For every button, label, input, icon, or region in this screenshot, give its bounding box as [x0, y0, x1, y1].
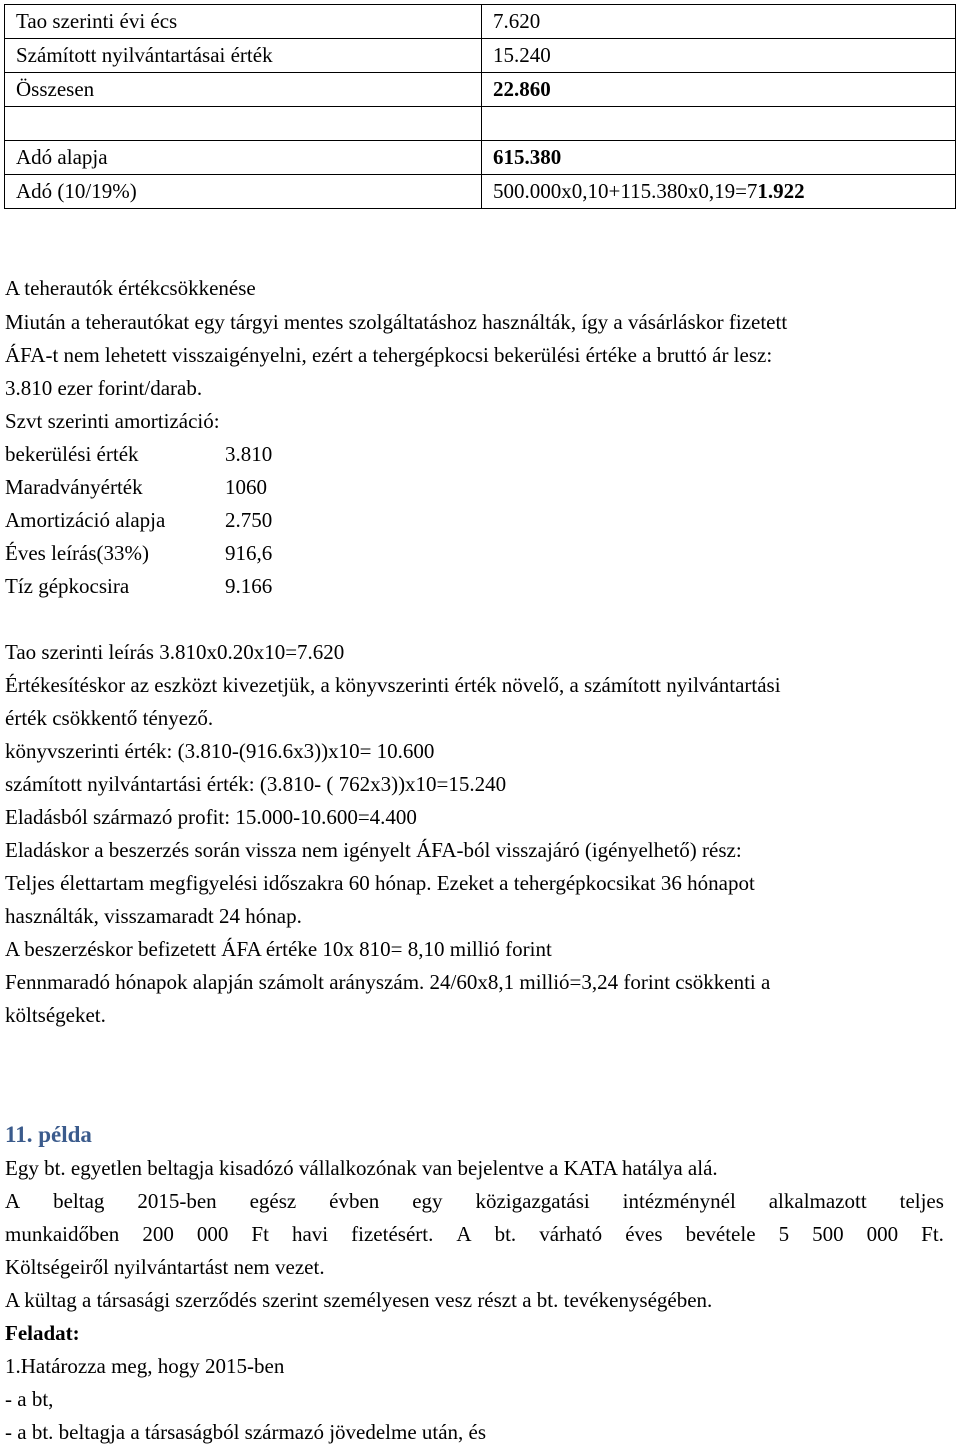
word: évben: [329, 1189, 380, 1213]
row-label: [5, 107, 482, 141]
word: intézménynél: [622, 1189, 736, 1213]
paragraph-line: Tao szerinti leírás 3.810x0.20x10=7.620: [5, 640, 345, 664]
paragraph-line: használták, visszamaradt 24 hónap.: [5, 904, 302, 928]
paragraph-line: 3.810 ezer forint/darab.: [5, 376, 203, 400]
amortization-row: [5, 440, 273, 468]
amortization-value: 3.810: [225, 442, 273, 466]
word: egész: [249, 1189, 297, 1213]
table-row: [5, 175, 956, 209]
amortization-label: Tíz gépkocsira: [5, 574, 130, 598]
amortization-label: Amortizáció alapja: [5, 508, 166, 532]
justified-line: [5, 1187, 944, 1215]
word: Ft.: [921, 1222, 944, 1246]
word: 5: [778, 1222, 790, 1246]
table-row: [5, 39, 956, 73]
paragraph-line: Eladásból származó profit: 15.000-10.600=4.400: [5, 805, 417, 829]
amortization-value: 2.750: [225, 508, 273, 532]
amortization-value: 9.166: [225, 574, 273, 598]
word: 500: [812, 1222, 844, 1246]
paragraph-line: Fennmaradó hónapok alapján számolt arányszám. 24/60x8,1 millió=3,24 forint csökkenti a: [5, 970, 771, 994]
amortization-row: [5, 506, 273, 534]
word: 000: [866, 1222, 899, 1246]
word: Ft: [251, 1222, 269, 1246]
word: munkaidőben: [5, 1222, 120, 1246]
tax-formula: 500.000x0,10+115.380x0,19=7: [493, 179, 758, 203]
row-value: [482, 107, 956, 141]
amortization-label: bekerülési érték: [5, 442, 139, 466]
row-label: Összesen: [5, 73, 482, 107]
amortization-label: Maradványérték: [5, 475, 143, 499]
task-line: - a bt. beltagja a társaságból származó jövedelme után, és: [5, 1420, 487, 1444]
paragraph-line: ÁFA-t nem lehetett visszaigényelni, ezért a tehergépkocsi bekerülési értéke a bruttó ár lesz:: [5, 343, 773, 367]
amortization-value: 916,6: [225, 541, 273, 565]
word: 000: [196, 1222, 229, 1246]
amortization-row: [5, 539, 273, 567]
paragraph-line: Miután a teherautókat egy tárgyi mentes szolgáltatáshoz használták, így a vásárláskor fizetett: [5, 310, 788, 334]
amortization-label: Éves leírás(33%): [5, 541, 150, 565]
paragraph-line: Teljes élettartam megfigyelési időszakra 60 hónap. Ezeket a tehergépkocsikat 36 hónapot: [5, 871, 755, 895]
amortization-value: 1060: [225, 475, 267, 499]
section-title: A teherautók értékcsökkenése: [5, 276, 256, 300]
amortization-row: [5, 572, 273, 600]
tax-result: 1.922: [757, 179, 805, 203]
paragraph-line: érték csökkentő tényező.: [5, 706, 214, 730]
word: alkalmazott: [768, 1189, 867, 1213]
word: beltag: [53, 1189, 105, 1213]
task-line: - a bt,: [5, 1387, 54, 1411]
task-line: 1.Határozza meg, hogy 2015-ben: [5, 1354, 285, 1378]
table-row: [5, 107, 956, 141]
word: közigazgatási: [475, 1189, 590, 1213]
amortization-row: [5, 473, 267, 501]
table-row: [5, 73, 956, 107]
paragraph-line: A kültag a társasági szerződés szerint személyesen vesz részt a bt. tevékenységében.: [5, 1288, 713, 1312]
row-value: 7.620: [482, 5, 956, 39]
table-row: [5, 5, 956, 39]
word: A: [456, 1222, 472, 1246]
paragraph-line: Értékesítéskor az eszközt kivezetjük, a könyvszerinti érték növelő, a számított nyilvántartási: [5, 673, 781, 697]
row-value: 615.380: [482, 141, 956, 175]
justified-line: [5, 1220, 944, 1248]
word: A: [5, 1189, 21, 1213]
word: éves: [625, 1222, 663, 1246]
paragraph-line: Költségeiről nyilvántartást nem vezet.: [5, 1255, 325, 1279]
paragraph-line: Egy bt. egyetlen beltagja kisadózó vállalkozónak van bejelentve a KATA hatálya alá.: [5, 1156, 718, 1180]
word: bevétele: [685, 1222, 756, 1246]
row-label: Számított nyilvántartásai érték: [5, 39, 482, 73]
paragraph-line: A beszerzéskor befizetett ÁFA értéke 10x 810= 8,10 millió forint: [5, 937, 552, 961]
row-value: 15.240: [482, 39, 956, 73]
tax-summary-table: [4, 4, 956, 209]
word: várható: [539, 1222, 603, 1246]
row-label: Tao szerinti évi écs: [5, 5, 482, 39]
word: 200: [142, 1222, 174, 1246]
word: fizetésért.: [351, 1222, 434, 1246]
paragraph-line: könyvszerinti érték: (3.810-(916.6x3))x10= 10.600: [5, 739, 435, 763]
row-value: [482, 175, 956, 209]
word: teljes: [899, 1189, 944, 1213]
paragraph-line: Eladáskor a beszerzés során vissza nem igényelt ÁFA-ból visszajáró (igényelhető) rész:: [5, 838, 742, 862]
row-value: 22.860: [482, 73, 956, 107]
task-label: Feladat:: [5, 1321, 80, 1345]
example-heading: 11. példa: [5, 1122, 92, 1147]
row-label: Adó (10/19%): [5, 175, 482, 209]
word: egy: [412, 1189, 443, 1213]
word: 2015-ben: [137, 1189, 217, 1213]
table-row: [5, 141, 956, 175]
subsection-title: Szvt szerinti amortizáció:: [5, 409, 220, 433]
word: bt.: [494, 1222, 517, 1246]
word: havi: [291, 1222, 329, 1246]
paragraph-line: költségeket.: [5, 1003, 106, 1027]
row-label: Adó alapja: [5, 141, 482, 175]
paragraph-line: számított nyilvántartási érték: (3.810- ( 762x3))x10=15.240: [5, 772, 507, 796]
